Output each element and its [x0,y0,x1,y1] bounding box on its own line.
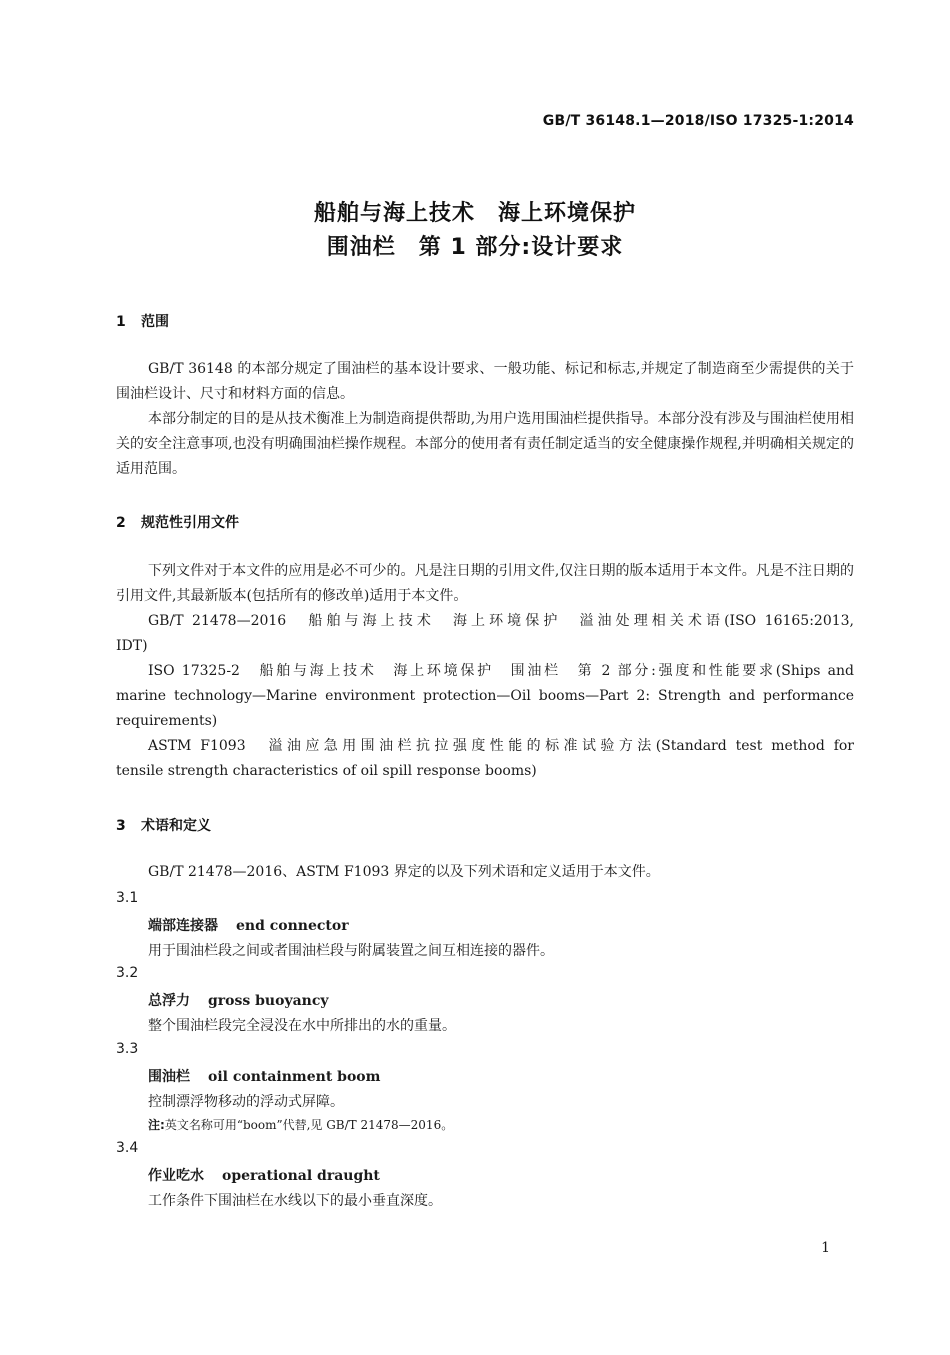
section-number: 1 [116,314,126,330]
section-1-paragraph-2: 本部分制定的目的是从技术衡准上为制造商提供帮助,为用户选用围油栏提供指导。本部分没有涉及与围油栏使用相关的安全注意事项,也没有明确围油栏操作规程。本部分的使用者有责任制定适当的安全健康操作规程,并明确相关规定的适用范围。 [116,411,854,477]
term-entry [148,915,349,935]
note-label: 注: [148,1118,165,1132]
term-note [148,1116,453,1133]
reference-2-line-1: ISO 17325-2 船舶与海上技术 海上环境保护 围油栏 第 2 部分:强度和性能要求(Ships and [148,663,854,679]
term-entry [148,990,329,1010]
clause-number: 3.3 [116,1041,139,1057]
section-number: 3 [116,818,126,834]
term-definition: 工作条件下围油栏在水线以下的最小垂直深度。 [148,1193,442,1209]
document-title-line2: 围油栏 第 1 部分:设计要求 [326,235,624,260]
section-title: 术语和定义 [141,818,211,834]
clause-number: 3.4 [116,1140,139,1156]
term-en: operational draught [222,1168,380,1184]
section-2-heading [116,512,239,532]
term-zh: 端部连接器 [148,918,218,934]
term-en: gross buoyancy [208,993,329,1009]
clause-number: 3.2 [116,965,139,981]
term-zh: 作业吃水 [148,1168,204,1184]
document-title-line1: 船舶与海上技术 海上环境保护 [313,201,636,226]
reference-3-line-2: tensile strength characteristics of oil spill response booms) [116,763,537,779]
reference-1-line-2: IDT) [116,638,148,654]
reference-1-line-1: GB/T 21478—2016 船舶与海上技术 海上环境保护 溢油处理相关术语(ISO 16165:2013, [148,613,854,629]
term-definition: 用于围油栏段之间或者围油栏段与附属装置之间互相连接的器件。 [148,943,554,959]
section-title: 范围 [141,314,169,330]
reference-2-line-3: requirements) [116,713,218,729]
section-title: 规范性引用文件 [141,515,239,531]
term-definition: 整个围油栏段完全浸没在水中所排出的水的重量。 [148,1018,456,1034]
section-1-paragraph-1: GB/T 36148 的本部分规定了围油栏的基本设计要求、一般功能、标记和标志,并规定了制造商至少需提供的关于围油栏设计、尺寸和材料方面的信息。 [116,361,854,402]
term-definition: 控制漂浮物移动的浮动式屏障。 [148,1094,344,1110]
term-zh: 围油栏 [148,1069,190,1085]
page-number: 1 [821,1240,830,1256]
term-zh: 总浮力 [148,993,190,1009]
term-entry [148,1165,380,1185]
section-1-heading [116,311,169,331]
term-entry [148,1066,380,1086]
reference-2-line-2: marine technology—Marine environment protection—Oil booms—Part 2: Strength and performance [116,688,854,704]
section-3-intro: GB/T 21478—2016、ASTM F1093 界定的以及下列术语和定义适用于本文件。 [148,864,660,880]
clause-number: 3.1 [116,890,139,906]
note-text: 英文名称可用“boom”代替,见 GB/T 21478—2016。 [164,1118,454,1132]
section-3-heading [116,815,211,835]
term-en: oil containment boom [208,1069,381,1085]
section-number: 2 [116,515,126,531]
term-en: end connector [236,918,349,934]
reference-3-line-1: ASTM F1093 溢油应急用围油栏抗拉强度性能的标准试验方法(Standard test method for [148,738,854,754]
section-2-intro: 下列文件对于本文件的应用是必不可少的。凡是注日期的引用文件,仅注日期的版本适用于本文件。凡是不注日期的引用文件,其最新版本(包括所有的修改单)适用于本文件。 [116,563,854,604]
standard-code: GB/T 36148.1—2018/ISO 17325-1:2014 [542,113,854,129]
